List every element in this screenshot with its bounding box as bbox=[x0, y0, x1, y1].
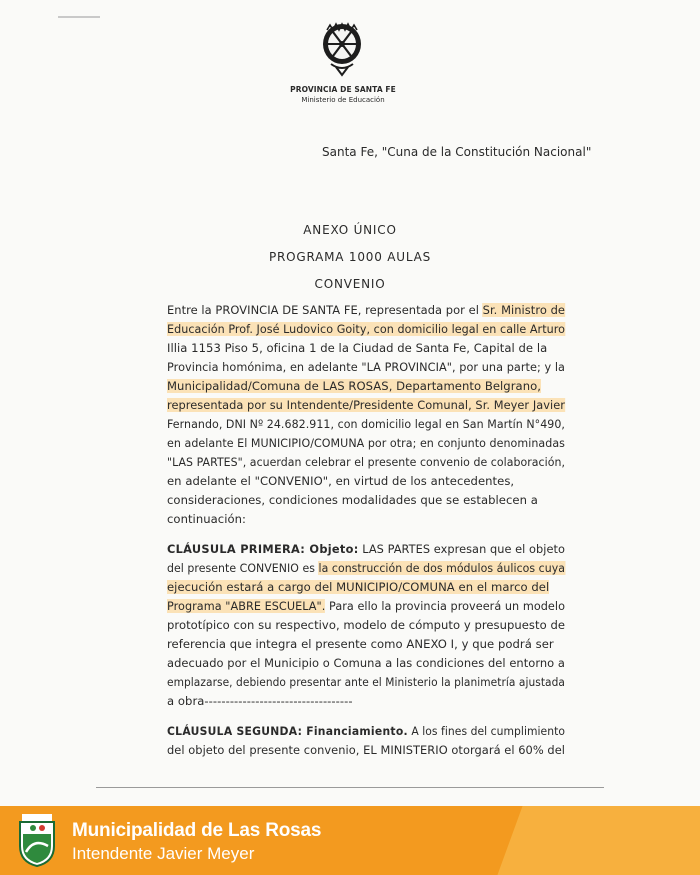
clause-heading: CLÁUSULA SEGUNDA: Financiamiento. bbox=[167, 724, 408, 738]
text-line bbox=[167, 379, 541, 393]
text-segment: Para ello la provincia proveerá un modelo bbox=[325, 599, 565, 613]
text-segment: en adelante el "CONVENIO", en virtud de los antecedentes, bbox=[167, 474, 515, 488]
text-line bbox=[167, 656, 565, 670]
text-line bbox=[167, 542, 565, 556]
annex-title: ANEXO ÚNICO bbox=[303, 223, 397, 237]
santa-fe-seal-icon bbox=[317, 20, 367, 78]
text-line bbox=[167, 436, 565, 450]
text-segment: en adelante El MUNICIPIO/COMUNA por otra; en conjunto denominadas bbox=[167, 436, 565, 450]
clause-heading: CLÁUSULA PRIMERA: Objeto: bbox=[167, 542, 359, 556]
highlighted-text: Sr. Ministro de bbox=[482, 303, 565, 317]
place-heading: Santa Fe, "Cuna de la Constitución Nacional" bbox=[322, 145, 592, 159]
text-line bbox=[167, 512, 246, 526]
text-line bbox=[167, 580, 549, 594]
text-segment: referencia que integra el presente como ANEXO I, y que podrá ser bbox=[167, 637, 554, 651]
text-segment: consideraciones, condiciones modalidades que se establecen a bbox=[167, 493, 538, 507]
las-rosas-crest-icon bbox=[17, 812, 57, 868]
text-segment: del presente CONVENIO es bbox=[167, 561, 319, 575]
text-line bbox=[167, 675, 565, 689]
text-segment: "LAS PARTES", acuerdan celebrar el presente convenio de colaboración, bbox=[167, 455, 565, 469]
text-segment: adecuado por el Municipio o Comuna a las condiciones del entorno a bbox=[167, 656, 565, 670]
province-name: PROVINCIA DE SANTA FE bbox=[290, 85, 396, 94]
text-segment: Fernando, DNI Nº 24.682.911, con domicilio legal en San Martín N°490, bbox=[167, 417, 565, 431]
highlighted-text: Programa "ABRE ESCUELA". bbox=[167, 599, 326, 613]
text-line bbox=[167, 322, 565, 336]
text-line bbox=[167, 360, 565, 374]
ministry-name: Ministerio de Educación bbox=[301, 96, 385, 104]
text-line bbox=[167, 743, 565, 757]
ministry-letterhead bbox=[240, 84, 446, 106]
page-divider bbox=[96, 787, 604, 788]
text-segment: Illia 1153 Piso 5, oficina 1 de la Ciudad de Santa Fe, Capital de la bbox=[167, 341, 548, 355]
text-segment: emplazarse, debiendo presentar ante el Ministerio la planimetría ajustada bbox=[167, 675, 565, 689]
text-segment: Entre la PROVINCIA DE SANTA FE, representada por el bbox=[167, 303, 483, 317]
text-line bbox=[167, 618, 565, 632]
text-line bbox=[167, 599, 565, 613]
footer-stripe bbox=[497, 806, 700, 875]
text-line bbox=[167, 303, 565, 317]
text-line bbox=[167, 455, 565, 469]
highlighted-text: la construcción de dos módulos áulicos cuya bbox=[318, 561, 565, 575]
text-line bbox=[167, 417, 565, 431]
text-line bbox=[167, 724, 565, 738]
agreement-title: CONVENIO bbox=[314, 277, 386, 291]
text-line bbox=[167, 493, 538, 507]
highlighted-text: Educación Prof. José Ludovico Goity, con domicilio legal en calle Arturo bbox=[167, 322, 565, 336]
text-segment: continuación: bbox=[167, 512, 246, 526]
text-line bbox=[167, 474, 514, 488]
highlighted-text: Municipalidad/Comuna de LAS ROSAS, Departamento Belgrano, bbox=[167, 379, 541, 393]
footer-banner bbox=[0, 806, 700, 875]
scan-mark bbox=[58, 16, 100, 18]
program-title: PROGRAMA 1000 AULAS bbox=[268, 250, 432, 264]
text-line bbox=[167, 637, 554, 651]
text-segment: del objeto del presente convenio, EL MINISTERIO otorgará el 60% del bbox=[167, 743, 565, 757]
text-segment: A los fines del cumplimiento bbox=[407, 724, 565, 738]
text-line bbox=[167, 694, 353, 708]
text-segment: a obra----------------------------------- bbox=[167, 694, 353, 708]
highlighted-text: ejecución estará a cargo del MUNICIPIO/COMUNA en el marco del bbox=[167, 580, 550, 594]
text-line bbox=[167, 398, 565, 412]
highlighted-text: representada por su Intendente/Presidente Comunal, Sr. Meyer Javier bbox=[167, 398, 565, 412]
text-line bbox=[167, 341, 547, 355]
text-segment: LAS PARTES expresan que el objeto bbox=[358, 542, 565, 556]
text-segment: Provincia homónima, en adelante "LA PROVINCIA", por una parte; y la bbox=[167, 360, 565, 374]
mayor-name: Intendente Javier Meyer bbox=[72, 844, 255, 863]
text-line bbox=[167, 561, 565, 575]
municipality-name: Municipalidad de Las Rosas bbox=[72, 820, 322, 841]
text-segment: prototípico con su respectivo, modelo de cómputo y presupuesto de bbox=[167, 618, 565, 632]
